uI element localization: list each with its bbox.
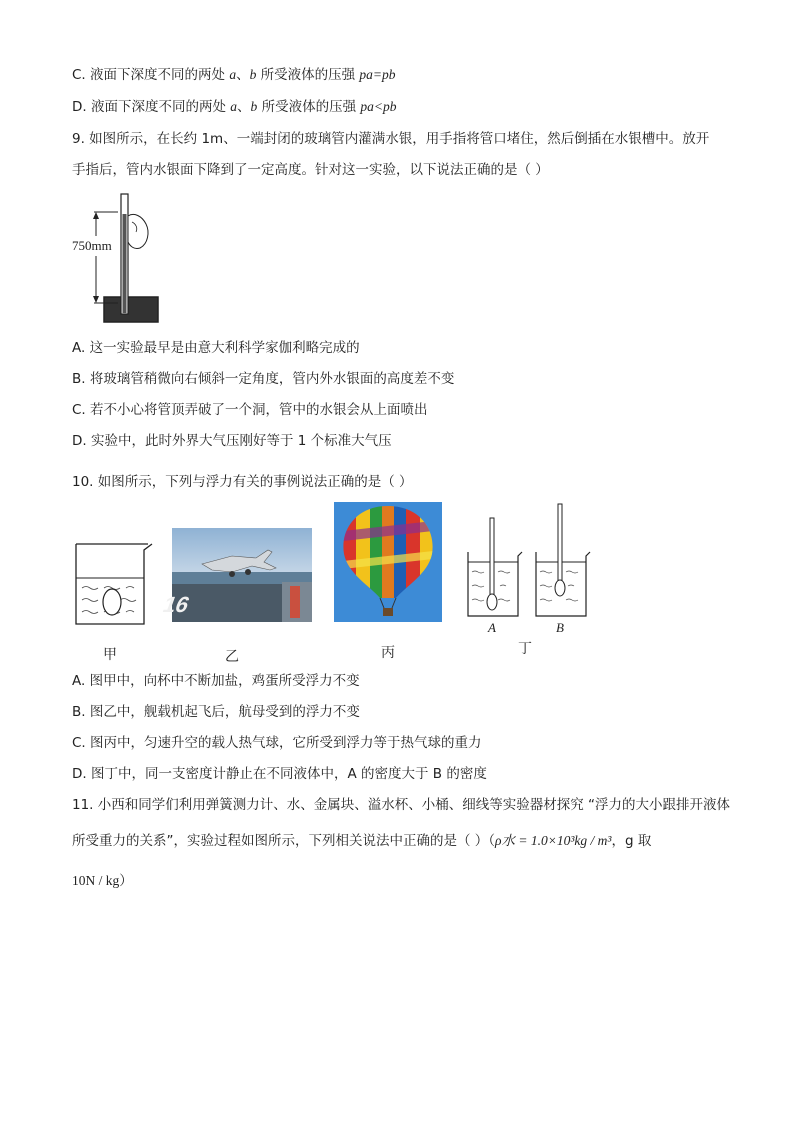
q8-option-c-mid: 、 [236, 67, 250, 83]
figure-jia [72, 540, 156, 628]
deck-number: 16 [159, 591, 194, 617]
q8-option-d-mid: 、 [237, 99, 251, 115]
q8-option-c-b: b [249, 67, 257, 82]
q11-stem-line3: 10N / kg） [72, 873, 133, 888]
q9-stem-line2: 手指后，管内水银面下降到了一定高度。针对这一实验，以下说法正确的是（ ） [72, 162, 549, 178]
q8-option-c [72, 66, 396, 84]
q10-option-c: C. 图丙中，匀速升空的载人热气球，它所受到浮力等于热气球的重力 [72, 735, 482, 751]
q10-option-d: D. 图丁中，同一支密度计静止在不同液体中，A 的密度大于 B 的密度 [72, 766, 487, 782]
q8-option-c-formula: pa=pb [359, 67, 396, 82]
figure-yi-photo [159, 528, 312, 622]
q9-option-b: B. 将玻璃管稍微向右倾斜一定角度，管内外水银面的高度差不变 [72, 371, 455, 387]
torricelli-diagram [72, 192, 172, 328]
torricelli-figure [72, 192, 172, 328]
densimeter-diagram [462, 502, 592, 637]
figure-bing-photo [334, 502, 442, 622]
water-density-formula: ρ水 = 1.0×10³kg / m³ [495, 833, 612, 848]
caption-ding: 丁 [518, 641, 532, 657]
q8-option-d-formula: pa<pb [360, 99, 397, 114]
q10-option-b: B. 图乙中，舰载机起飞后，航母受到的浮力不变 [72, 704, 360, 720]
caption-yi: 乙 [225, 649, 239, 665]
q9-option-d: D. 实验中，此时外界大气压刚好等于 1 个标准大气压 [72, 433, 392, 449]
densimeter-label-b: B [556, 620, 564, 635]
q8-option-c-post: 所受液体的压强 [256, 67, 360, 83]
q8-option-c-a: a [229, 67, 237, 82]
q8-option-d-pre: D. 液面下深度不同的两处 [72, 99, 231, 115]
q8-option-d-b: b [250, 99, 258, 114]
q11-stem-line2 [72, 832, 651, 850]
caption-jia: 甲 [103, 647, 117, 663]
q11-stem-line2-text: 所受重力的关系”，实验过程如图所示，下列相关说法中正确的是（ ）（ [72, 833, 496, 849]
q11-stem-line2-tail: ，g 取 [611, 833, 652, 849]
q9-option-a: A. 这一实验最早是由意大利科学家伽利略完成的 [72, 340, 360, 356]
q11-stem-line1: 11. 小西和同学们利用弹簧测力计、水、金属块、溢水杯、小桶、细线等实验器材探究 “浮力的大小跟排开液体 [72, 797, 731, 813]
q10-option-a: A. 图甲中，向杯中不断加盐，鸡蛋所受浮力不变 [72, 673, 360, 689]
tube-height-label: 750mm [72, 238, 112, 253]
beaker-egg-diagram [72, 540, 156, 628]
q8-option-d [72, 98, 397, 116]
densimeter-label-a: A [488, 620, 496, 635]
q10-stem: 10. 如图所示，下列与浮力有关的事例说法正确的是（ ） [72, 474, 413, 490]
figure-ding [462, 502, 592, 637]
hot-air-balloon-photo [334, 502, 442, 622]
q9-stem-line1: 9. 如图所示，在长约 1m、一端封闭的玻璃管内灌满水银，用手指将管口堵住，然后倒插在水银槽中。放开 [72, 131, 710, 147]
carrier-jet-photo [159, 528, 312, 622]
q9-option-c: C. 若不小心将管顶弄破了一个洞，管中的水银会从上面喷出 [72, 402, 428, 418]
q8-option-d-a: a [230, 99, 238, 114]
q8-option-d-post: 所受液体的压强 [257, 99, 361, 115]
caption-bing: 丙 [381, 645, 395, 661]
q8-option-c-pre: C. 液面下深度不同的两处 [72, 67, 230, 83]
